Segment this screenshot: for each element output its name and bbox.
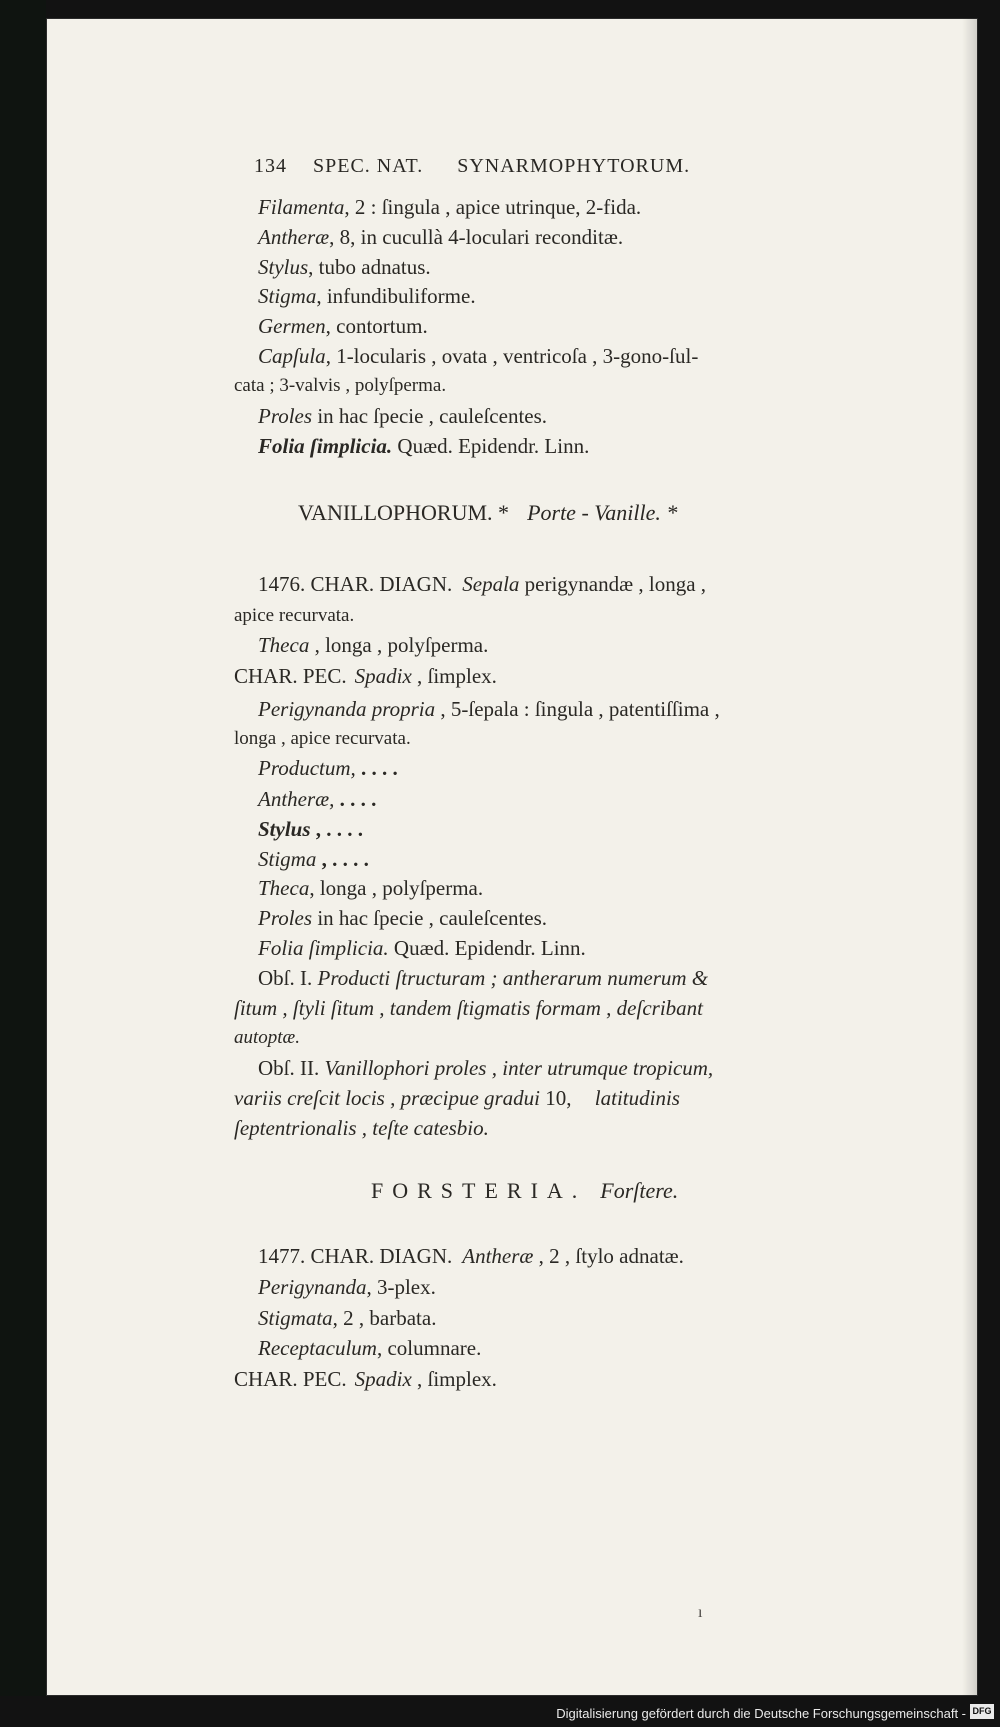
line-text: , contortum. (325, 314, 428, 338)
diagnosis-label: 1476. CHAR. DIAGN. (258, 572, 453, 596)
term-italic: Spadix (354, 1367, 412, 1391)
line-text: , tubo adnatus. (308, 255, 431, 279)
text-line (234, 1085, 680, 1111)
line-text: Quæd. Epidendr. Linn. (392, 434, 590, 458)
observation-label: Obſ. II. (258, 1056, 320, 1080)
running-title-part-1: SPEC. NAT. (313, 155, 424, 177)
genus-name: VANILLOPHORUM. * (298, 500, 510, 525)
term-italic: Stylus (258, 255, 309, 279)
text-line (258, 571, 706, 597)
text-line (258, 1305, 436, 1331)
text-line: autoptæ. (234, 1027, 300, 1048)
character-label: CHAR. PEC. (234, 664, 347, 688)
text-line (258, 224, 623, 250)
ellipsis-dots: . . . . (355, 756, 398, 780)
section-heading-vanillophorum (298, 500, 677, 526)
line-text: , 5-ſepala : ſingula , patentiſſima , (435, 697, 720, 721)
genus-name: FORSTERIA. (371, 1178, 587, 1203)
line-text-italic: Vanillophori proles , inter utrumque tropicum, (319, 1056, 714, 1080)
page-number: 134 (254, 155, 287, 177)
line-text: , 3-plex. (366, 1275, 436, 1299)
observation-label: Obſ. I. (258, 966, 313, 990)
line-text-italic: Producti ſtructuram ; antherarum numerum & (312, 966, 709, 990)
line-text: in hac ſpecie , cauleſcentes. (312, 404, 548, 428)
text-line: ſitum , ſtyli ſitum , tandem ſtigmatis formam , deſcribant (234, 996, 703, 1020)
paper-mark: ı (698, 1604, 703, 1621)
book-page (46, 18, 978, 1696)
term-italic: Folia ſimplicia. (258, 434, 393, 458)
line-text: Quæd. Epidendr. Linn. (388, 936, 586, 960)
text-line (234, 663, 497, 689)
text-line (258, 1055, 713, 1081)
text-line: cata ; 3-valvis , polyſperma. (234, 375, 447, 396)
term-italic: Stigma (258, 284, 317, 308)
text-line: ſeptentrionalis , teſte catesbio. (234, 1116, 489, 1140)
term-italic: Productum, (258, 756, 356, 780)
vernacular-name: Porte - Vanille. * (527, 500, 678, 525)
character-label: CHAR. PEC. (234, 1367, 347, 1391)
ellipsis-dots: , . . . . (310, 817, 364, 841)
text-line (258, 875, 483, 901)
scan-left-edge (0, 0, 46, 1727)
term-italic: Antheræ (258, 225, 330, 249)
degree-number: 10, (540, 1086, 572, 1110)
line-text: , infundibuliforme. (316, 284, 476, 308)
text-line (258, 905, 547, 931)
text-line (258, 313, 428, 339)
text-line (258, 786, 376, 812)
text-line (258, 816, 363, 842)
term-italic: Sepala (462, 572, 520, 596)
line-text: perigynandæ , longa , (519, 572, 707, 596)
text-line (258, 433, 589, 459)
text-line (258, 965, 708, 991)
page-header (254, 153, 690, 179)
term-italic: Antheræ (462, 1244, 534, 1268)
line-text: , columnare. (376, 1336, 482, 1360)
text-line (258, 254, 431, 280)
line-text: , 2 , barbata. (332, 1306, 437, 1330)
text-line (258, 403, 547, 429)
digitization-credit: Digitalisierung gefördert durch die Deutsche Forschungsgemeinschaft - (556, 1706, 966, 1721)
term-italic: Capſula (258, 344, 326, 368)
term-italic: Stylus (258, 817, 311, 841)
text-line (258, 1243, 684, 1269)
line-text-italic: latitudinis (589, 1086, 680, 1110)
text-line (234, 1366, 497, 1392)
term-italic: Theca (258, 876, 310, 900)
line-text: , 8, in cucullà 4-loculari reconditæ. (329, 225, 624, 249)
term-italic: Perigynanda (258, 1275, 367, 1299)
text-line (258, 343, 698, 369)
text-line (258, 696, 720, 722)
text-line (258, 283, 476, 309)
diagnosis-label: 1477. CHAR. DIAGN. (258, 1244, 453, 1268)
text-line (258, 194, 641, 220)
line-text: , 1-locularis , ovata , ventricoſa , 3-gono-ſul- (325, 344, 699, 368)
section-heading-forsteria (371, 1178, 678, 1204)
text-line (258, 1274, 436, 1300)
text-line (258, 755, 398, 781)
ellipsis-dots: , . . . . (316, 847, 369, 871)
term-italic: Proles (258, 906, 313, 930)
text-line (258, 632, 488, 658)
line-text: , 2 , ſtylo adnatæ. (533, 1244, 684, 1268)
ellipsis-dots: . . . . (334, 787, 377, 811)
term-italic: Proles (258, 404, 313, 428)
line-text: in hac ſpecie , cauleſcentes. (312, 906, 548, 930)
term-italic: Perigynanda propria (258, 697, 436, 721)
running-title-part-2: SYNARMOPHYTORUM. (457, 155, 691, 177)
line-text: , ſimplex. (411, 1367, 497, 1391)
text-line: longa , apice recurvata. (234, 728, 411, 749)
term-italic: Receptaculum (258, 1336, 377, 1360)
term-italic: Antheræ, (258, 787, 335, 811)
term-italic: Filamenta (258, 195, 345, 219)
term-italic: Stigma (258, 847, 317, 871)
term-italic: Folia ſimplicia. (258, 936, 389, 960)
line-text: , longa , polyſperma. (309, 633, 489, 657)
dfg-logo: DFG (970, 1704, 994, 1719)
term-italic: Theca (258, 633, 310, 657)
line-text: , longa , polyſperma. (309, 876, 484, 900)
line-text-italic: variis creſcit locis , præcipue gradui (234, 1086, 541, 1110)
term-italic: Stigmata (258, 1306, 333, 1330)
text-line (258, 1335, 481, 1361)
text-line (258, 846, 369, 872)
vernacular-name: Forſtere. (600, 1178, 679, 1203)
term-italic: Spadix (354, 664, 412, 688)
term-italic: Germen (258, 314, 326, 338)
line-text: , ſimplex. (411, 664, 497, 688)
text-line (258, 935, 586, 961)
text-line: apice recurvata. (234, 605, 355, 626)
line-text: , 2 : ſingula , apice utrinque, 2-fida. (344, 195, 642, 219)
